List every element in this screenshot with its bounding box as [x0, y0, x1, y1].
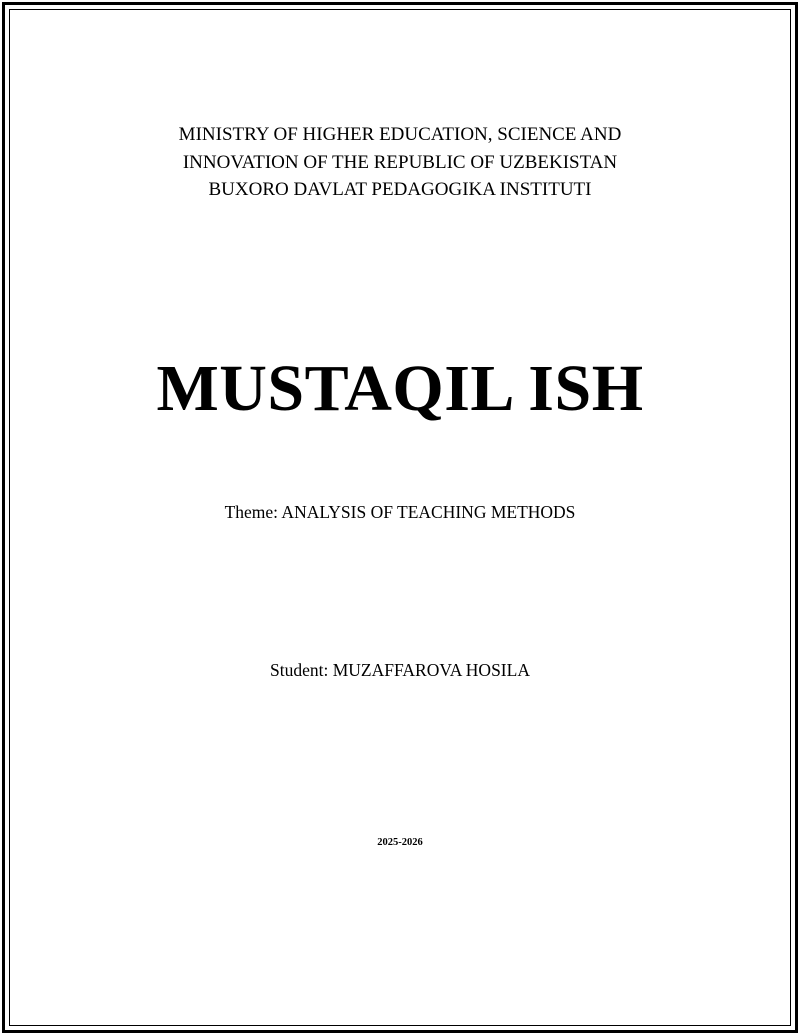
header-line-republic: INNOVATION OF THE REPUBLIC OF UZBEKISTAN — [182, 151, 618, 173]
header-line-ministry: MINISTRY OF HIGHER EDUCATION, SCIENCE AND — [178, 124, 622, 145]
institution-header — [0, 121, 800, 204]
academic-year: 2025-2026 — [377, 837, 423, 848]
header-line-institute: BUXORO DAVLAT PEDAGOGIKA INSTITUTI — [208, 179, 592, 200]
student-line: Student: MUZAFFAROVA HOSILA — [270, 660, 530, 680]
theme-line: Theme: ANALYSIS OF TEACHING METHODS — [224, 502, 576, 522]
document-title: MUSTAQIL ISH — [156, 352, 644, 425]
